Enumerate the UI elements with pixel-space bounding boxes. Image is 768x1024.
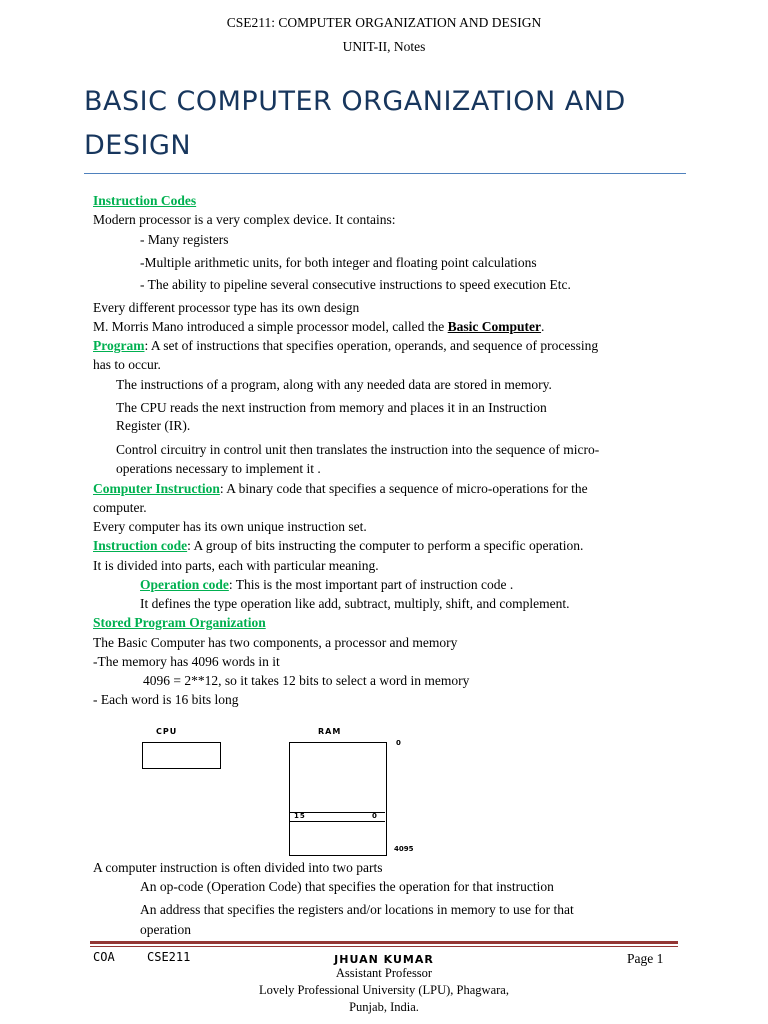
cpu-label: CPU — [156, 727, 178, 736]
paragraph-basic-computer — [93, 317, 544, 336]
footer-course-short: COA — [93, 950, 115, 964]
footer-rule-thin — [90, 946, 678, 947]
paragraph: -The memory has 4096 words in it — [93, 654, 280, 669]
paragraph: computer. — [93, 500, 147, 515]
program-term: Program — [93, 338, 145, 353]
operation-code-term: Operation code — [140, 577, 229, 592]
instruction-code-definition: : A group of bits instructing the computer to perform a specific operation. — [187, 538, 584, 553]
footer-organization: Lovely Professional University (LPU), Phagwara, — [259, 983, 509, 997]
page-title-line2: DESIGN — [84, 130, 192, 161]
list-item: - The ability to pipeline several consecutive instructions to speed execution Etc. — [140, 277, 571, 292]
indented-paragraph: An op-code (Operation Code) that specifies the operation for that instruction — [140, 879, 554, 894]
ram-label: RAM — [318, 727, 342, 736]
instruction-code-term: Instruction code — [93, 538, 188, 553]
definition-instruction-code — [93, 536, 583, 555]
cpu-box — [142, 742, 221, 769]
paragraph: Every computer has its own unique instruction set. — [93, 519, 367, 534]
indented-paragraph: The instructions of a program, along with any needed data are stored in memory. — [116, 377, 552, 392]
definition-computer-instruction — [93, 479, 588, 498]
bit-low-label: 0 — [372, 812, 378, 820]
heading-stored-program-organization: Stored Program Organization — [93, 615, 266, 630]
paragraph: Every different processor type has its own design — [93, 300, 360, 315]
program-definition: : A set of instructions that specifies operation, operands, and sequence of processing — [144, 338, 599, 353]
footer-course-code: CSE211 — [147, 950, 191, 964]
paragraph: - Each word is 16 bits long — [93, 692, 239, 707]
text: . — [541, 319, 545, 334]
footer-page-number: Page 1 — [627, 951, 664, 966]
running-header-course: CSE211: COMPUTER ORGANIZATION AND DESIGN — [226, 15, 542, 30]
title-divider — [84, 173, 686, 174]
ram-box — [289, 742, 387, 856]
indented-paragraph: An address that specifies the registers and/or locations in memory to use for that — [140, 902, 574, 917]
paragraph: Modern processor is a very complex device. It contains: — [93, 212, 396, 227]
indented-paragraph: operation — [140, 922, 191, 937]
definition-operation-code — [140, 575, 513, 594]
address-top-label: 0 — [396, 739, 402, 747]
footer-author: JHUAN KUMAR — [334, 953, 434, 966]
paragraph: A computer instruction is often divided into two parts — [93, 860, 383, 875]
computer-instruction-term: Computer Instruction — [93, 481, 220, 496]
operation-code-definition: : This is the most important part of instruction code . — [228, 577, 514, 592]
footer-rule-thick — [90, 941, 678, 944]
page-title-line1: BASIC COMPUTER ORGANIZATION AND — [84, 86, 626, 117]
paragraph: It is divided into parts, each with particular meaning. — [93, 558, 379, 573]
bit-high-label: 15 — [294, 812, 306, 820]
paragraph: has to occur. — [93, 357, 161, 372]
paragraph: The Basic Computer has two components, a processor and memory — [93, 635, 458, 650]
text: M. Morris Mano introduced a simple processor model, called the — [93, 319, 448, 334]
heading-instruction-codes: Instruction Codes — [93, 193, 197, 208]
indented-paragraph: The CPU reads the next instruction from memory and places it in an Instruction — [116, 400, 547, 415]
basic-computer-term: Basic Computer — [447, 319, 542, 334]
list-item: -Multiple arithmetic units, for both integer and floating point calculations — [140, 255, 537, 270]
indented-paragraph: 4096 = 2**12, so it takes 12 bits to select a word in memory — [143, 673, 470, 688]
definition-program — [93, 336, 598, 355]
address-bottom-label: 4095 — [394, 845, 414, 853]
indented-paragraph: Control circuitry in control unit then translates the instruction into the sequence of micro- — [116, 442, 600, 457]
footer-location: Punjab, India. — [349, 1000, 419, 1014]
indented-paragraph: It defines the type operation like add, subtract, multiply, shift, and complement. — [140, 596, 570, 611]
indented-paragraph: Register (IR). — [116, 418, 191, 433]
list-item: - Many registers — [140, 232, 229, 247]
indented-paragraph: operations necessary to implement it . — [116, 461, 321, 476]
footer-author-role: Assistant Professor — [335, 966, 433, 980]
running-header-unit: UNIT-II, Notes — [342, 39, 426, 54]
computer-instruction-definition: : A binary code that specifies a sequence of micro-operations for the — [219, 481, 588, 496]
